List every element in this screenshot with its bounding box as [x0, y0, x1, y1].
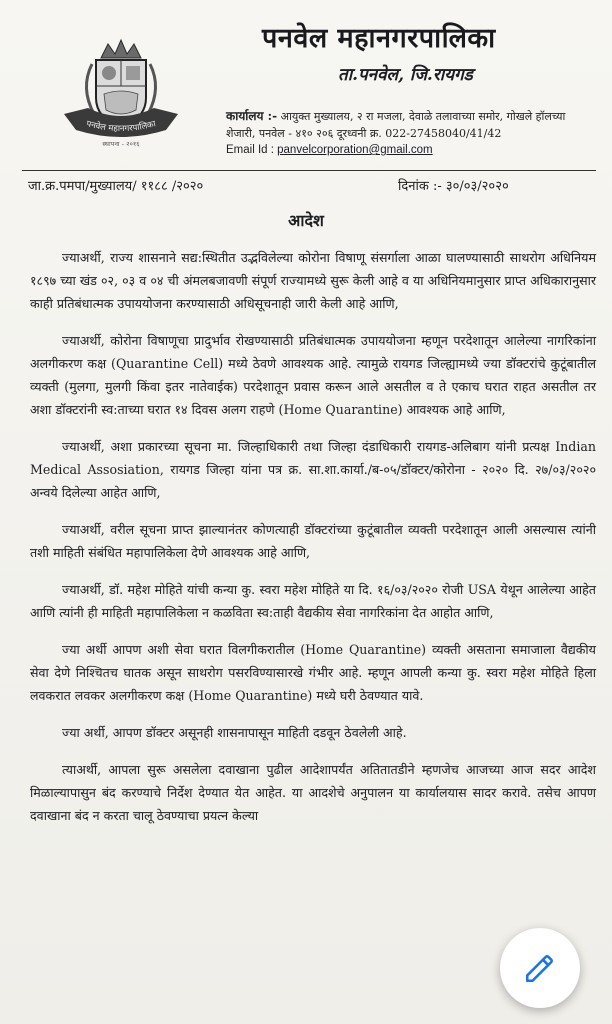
order-body — [30, 246, 596, 841]
office-address-block — [226, 108, 596, 159]
header-divider — [22, 170, 596, 171]
edit-button[interactable] — [500, 928, 580, 1008]
paragraph: ज्याअर्थी, कोरोना विषाणूचा प्रादुर्भाव रोखण्यासाठी प्रतिबंधात्मक उपाययोजना म्हणून परदेशातून आलेल्या नागरिकांना अलगीकरण कक्ष (Quarantine Cell) मध्ये ठेवणे आवश्यक आहे. त्यामुळे रायगड जिल्ह्यामध्ये ज्या डॉक्टरांचे कुटूंबातील व्यक्ती (मुलगा, मुलगी किंवा इतर नातेवाईक) परदेशातून प्रवास करून आले असतील व ते एकाच घरात राहत असतील तर अशा डॉक्टरांनी स्व:ताच्या घरात १४ दिवस अलग राहणे (Home Quarantine) आवश्यक आहे आणि, — [30, 333, 596, 417]
pencil-icon — [523, 951, 557, 985]
email-line — [226, 142, 596, 159]
org-name: पनवेल महानगरपालिका — [262, 23, 496, 54]
order-date: दिनांक :- ३०/०३/२०२० — [398, 179, 509, 194]
paragraph: ज्याअर्थी, डॉ. महेश मोहिते यांची कन्या कु. स्वरा महेश मोहिते या दि. १६/०३/२०२० रोजी USA येथून आलेल्या आहेत आणि त्यांनी ही माहिती महापालिकेला न कळविता स्व:ताही वैद्यकीय सेवा नागरिकांना देत आहोत आणि, — [30, 582, 596, 620]
municipal-emblem-icon — [58, 38, 184, 150]
office-address: आयुक्त मुख्यालय, २ रा मजला, देवाळे तलावाच्या समोर, गोखले हॉलच्या शेजारी, पनवेल - ४१० २०६ दूरध्वनी क्र. 022-27458040/41/42 — [226, 110, 566, 140]
order-title: आदेश — [288, 211, 324, 230]
paragraph: ज्याअर्थी, राज्य शासनाने सद्य:स्थितीत उद्भविलेल्या कोरोना विषाणू संसर्गाला आळा घालण्यासाठी साथरोग अधिनियम १८९७ च्या खंड ०२, ०३ व ०४ ची अंमलबजावणी संपूर्ण राज्यामध्ये सुरू केली आहे व या अधिनियमानुसार प्राप्त अधिकारानुसार काही प्रतिबंधात्मक उपाययोजना करण्यासाठी अधिसूचनाही जारी केली आहे आणि, — [30, 250, 596, 311]
org-location: ता.पनवेल, जि.रायगड — [338, 65, 473, 85]
office-label: कार्यालय :- — [226, 109, 278, 123]
emblem-ribbon-text: पनवेल महानगरपालिका — [85, 119, 157, 135]
reference-number: जा.क्र.पमपा/मुख्यालय/ ११८८ /२०२० — [28, 179, 204, 194]
paragraph: ज्या अर्थी आपण अशी सेवा घरात विलगीकरातील (Home Quarantine) व्यक्ती असताना समाजाला वैद्यकीय सेवा देणे निश्चितच घातक असून साथरोग पसरविण्यासारखे गंभीर आहे. म्हणून आपली कन्या कु. स्वरा महेश मोहिते हिला लवकरात लवकर अलगीकरण कक्ष (Home Quarantine) मध्ये घरी ठेवण्यात यावे. — [30, 642, 596, 703]
emblem-year: स्थापना - २०१६ — [102, 140, 140, 148]
email-label: Email Id : — [226, 144, 274, 156]
paragraph: त्याअर्थी, आपला सुरू असलेला दवाखाना पुढील आदेशापर्यंत अतितातडीने म्हणजेच आजच्या आज सदर आदेश मिळाल्यापासुन बंद करण्याचे निर्देश देण्यात येत आहेत. या आदशेचे अनुपालन या कार्यालयास सादर करावे. तसेच आपण दवाखाना बंद न करता चालू ठेवण्याचा प्रयत्न केल्या — [30, 762, 596, 823]
email-link[interactable]: panvelcorporation@gmail.com — [277, 144, 433, 156]
paragraph: ज्याअर्थी, वरील सूचना प्राप्त झाल्यानंतर कोणत्याही डॉक्टरांच्या कुटूंबातील व्यक्ती परदेशातून आली असल्यास त्यांनी तशी माहिती संबंधित महापालिकेला देणे आवश्यक आहे आणि, — [30, 522, 596, 560]
paragraph: ज्या अर्थी, आपण डॉक्टर असूनही शासनापासून माहिती दडवून ठेवलेली आहे. — [62, 725, 407, 740]
paragraph: ज्याअर्थी, अशा प्रकारच्या सूचना मा. जिल्हाधिकारी तथा जिल्हा दंडाधिकारी रायगड-अलिबाग यांनी प्रत्यक्ष Indian Medical Assosiation, रायगड जिल्हा यांना पत्र क्र. सा.शा.कार्या./ब-०५/डॉक्टर/कोरोना - २०२० दि. २७/०३/२०२० अन्वये दिलेल्या आहेत आणि, — [30, 439, 596, 500]
